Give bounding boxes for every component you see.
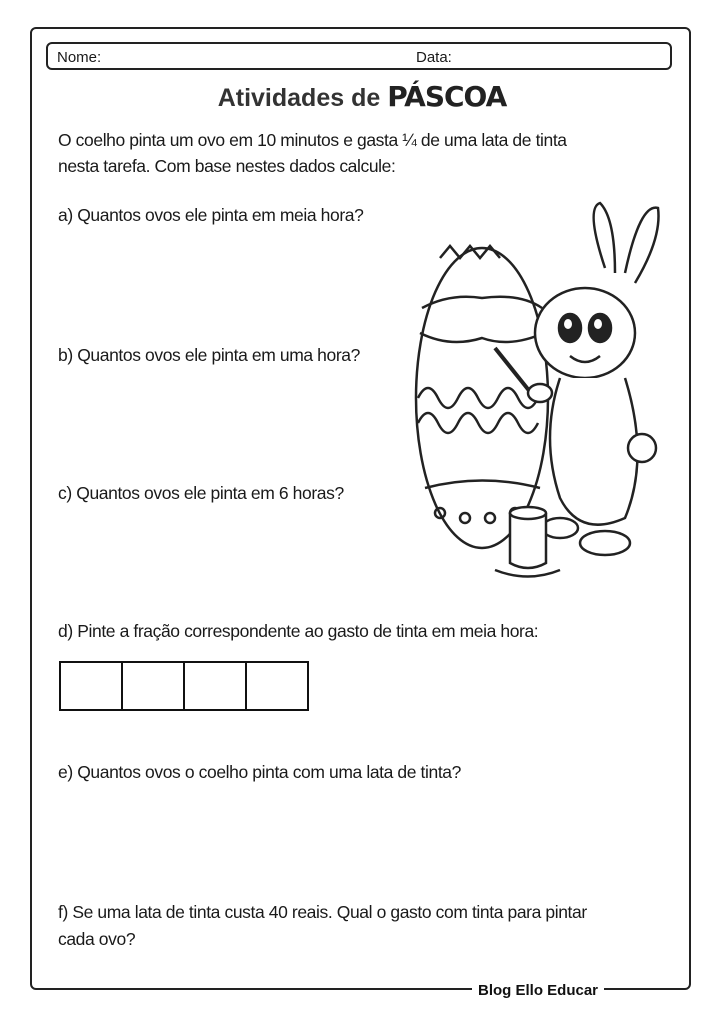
question-f-line-2: cada ovo? bbox=[58, 929, 136, 949]
name-label: Nome: bbox=[57, 49, 102, 66]
bunny-icon bbox=[495, 203, 659, 555]
paint-can-icon bbox=[495, 507, 560, 577]
page-title bbox=[0, 80, 724, 113]
fraction-box[interactable] bbox=[247, 663, 307, 709]
footer-credit: Blog Ello Educar bbox=[472, 982, 604, 999]
title-highlight: PÁSCOA bbox=[387, 80, 507, 113]
intro-line-2: nesta tarefa. Com base nestes dados calcule: bbox=[58, 156, 396, 176]
question-a: a) Quantos ovos ele pinta em meia hora? bbox=[58, 205, 364, 225]
fraction-boxes bbox=[59, 661, 309, 711]
fraction-box[interactable] bbox=[61, 663, 123, 709]
fraction-box[interactable] bbox=[123, 663, 185, 709]
question-e: e) Quantos ovos o coelho pinta com uma lata de tinta? bbox=[58, 762, 461, 782]
name-date-box bbox=[46, 42, 672, 70]
intro-line-1: O coelho pinta um ovo em 10 minutos e gasta ¼ de uma lata de tinta bbox=[58, 130, 567, 150]
date-label: Data: bbox=[416, 49, 452, 66]
question-b: b) Quantos ovos ele pinta em uma hora? bbox=[58, 345, 360, 365]
bunny-painting-egg-illustration bbox=[410, 198, 665, 583]
question-c: c) Quantos ovos ele pinta em 6 horas? bbox=[58, 483, 344, 503]
fraction-box[interactable] bbox=[185, 663, 247, 709]
question-d: d) Pinte a fração correspondente ao gasto de tinta em meia hora: bbox=[58, 621, 539, 641]
question-f-line-1: f) Se uma lata de tinta custa 40 reais. Qual o gasto com tinta para pintar bbox=[58, 902, 587, 922]
title-prefix: Atividades de bbox=[217, 84, 381, 112]
